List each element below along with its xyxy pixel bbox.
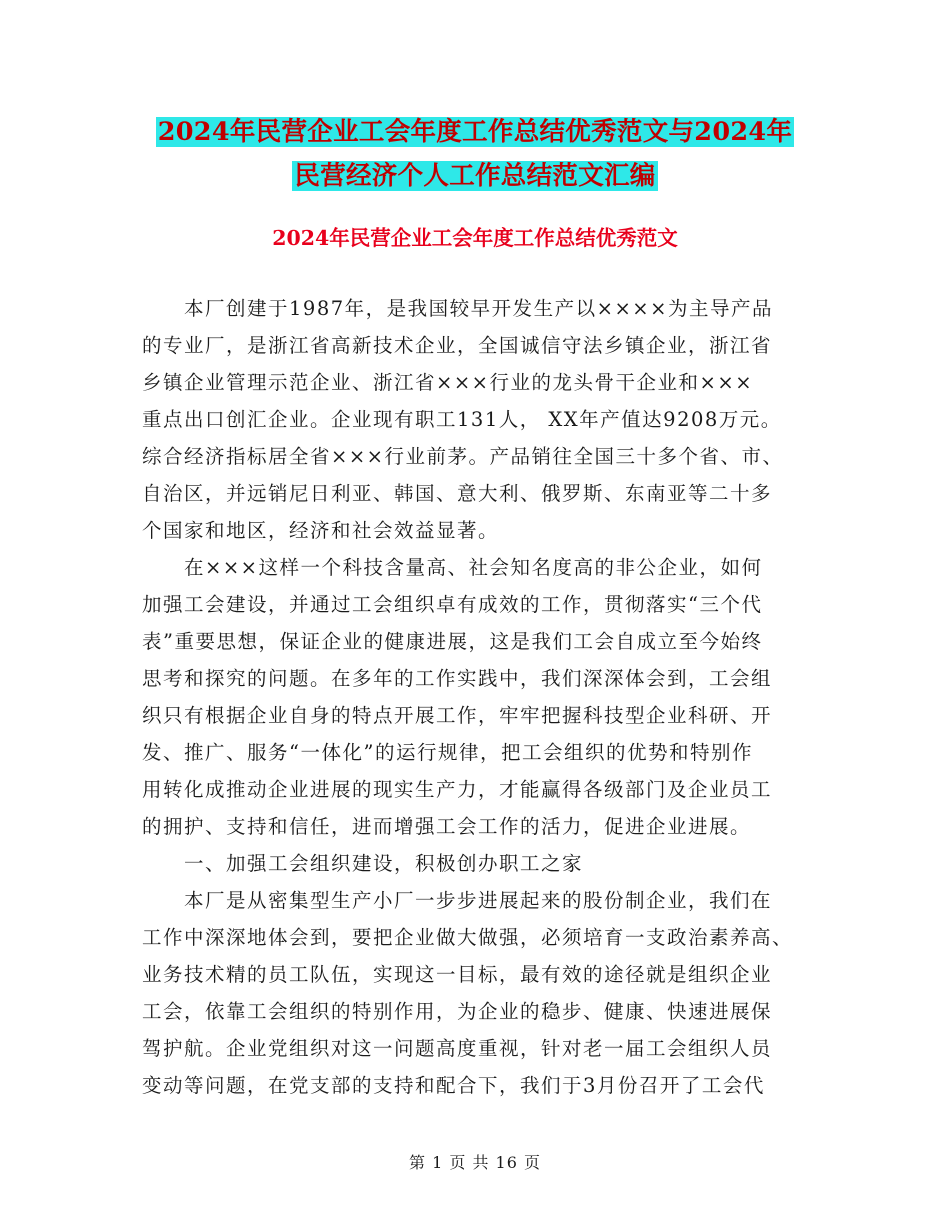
body-line: 表”重要思想，保证企业的健康进展，这是我们工会自成立至今始终 xyxy=(142,630,763,653)
body-line: 织只有根据企业自身的特点开展工作，牢牢把握科技型企业科研、开 xyxy=(142,704,773,727)
body-line: 个国家和地区，经济和社会效益显著。 xyxy=(142,519,500,542)
body-line: 的拥护、支持和信任，进而增强工会工作的活力，促进企业进展。 xyxy=(142,815,752,838)
page-footer: 第 1 页 共 16 页 xyxy=(409,1153,541,1172)
document-title-line-2 xyxy=(0,160,950,192)
body-line: 驾护航。企业党组织对这一问题高度重视，针对老一届工会组织人员 xyxy=(142,1037,773,1060)
section-title: 2024年民营企业工会年度工作总结优秀范文 xyxy=(272,226,678,250)
body-line: 发、推广、服务“一体化”的运行规律，把工会组织的优势和特别作 xyxy=(142,741,753,764)
body-line: 工作中深深地体会到，要把企业做大做强，必须培育一支政治素养高、 xyxy=(142,926,794,949)
body-line: 在×××这样一个科技含量高、社会知名度高的非公企业，如何 xyxy=(142,556,763,579)
body-line: 加强工会建设，并通过工会组织卓有成效的工作，贯彻落实“三个代 xyxy=(142,593,763,616)
body-line: 本厂是从密集型生产小厂一步步进展起来的股份制企业，我们在 xyxy=(142,889,773,912)
document-title-line-1 xyxy=(0,116,950,148)
body-line: 工会，依靠工会组织的特别作用，为企业的稳步、健康、快速进展保 xyxy=(142,1000,773,1023)
title-highlight-2: 民营经济个人工作总结范文汇编 xyxy=(294,161,656,191)
body-line: 乡镇企业管理示范企业、浙江省×××行业的龙头骨干企业和××× xyxy=(142,371,754,394)
body-line: 本厂创建于1987年，是我国较早开发生产以××××为主导产品 xyxy=(142,297,773,320)
body-line: 自治区，并远销尼日利亚、韩国、意大利、俄罗斯、东南亚等二十多 xyxy=(142,482,773,505)
body-line: 用转化成推动企业进展的现实生产力，才能赢得各级部门及企业员工 xyxy=(142,778,773,801)
body-line: 综合经济指标居全省×××行业前茅。产品销往全国三十多个省、市、 xyxy=(142,445,784,468)
body-line: 思考和探究的问题。在多年的工作实践中，我们深深体会到，工会组 xyxy=(142,667,773,690)
title-highlight-1: 2024年民营企业工会年度工作总结优秀范文与2024年 xyxy=(157,117,793,147)
body-line: 变动等问题，在党支部的支持和配合下，我们于3月份召开了工会代 xyxy=(142,1074,765,1097)
body-line: 的专业厂，是浙江省高新技术企业，全国诚信守法乡镇企业，浙江省 xyxy=(142,334,773,357)
section-heading-1: 一、加强工会组织建设，积极创办职工之家 xyxy=(142,852,584,875)
body-line: 重点出口创汇企业。企业现有职工131人， XX年产值达9208万元。 xyxy=(142,408,782,431)
body-line: 业务技术精的员工队伍，实现这一目标，最有效的途径就是组织企业 xyxy=(142,963,773,986)
